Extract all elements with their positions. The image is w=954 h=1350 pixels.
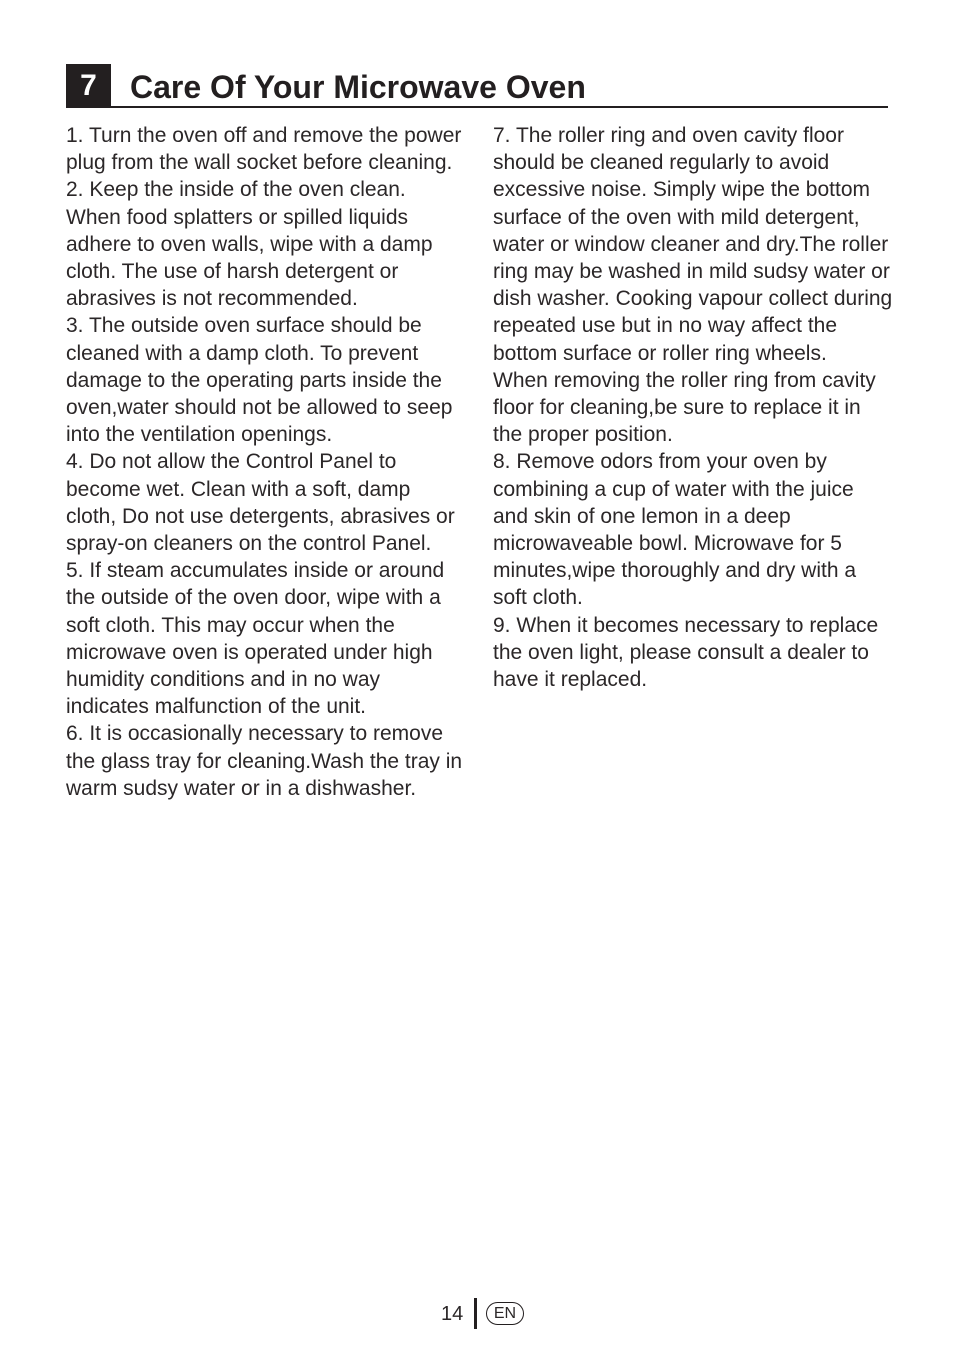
instruction-paragraph: 1. Turn the oven off and remove the power plug from the wall socket before cleaning. <box>66 124 462 175</box>
page-number: 14 <box>441 1303 464 1325</box>
instruction-paragraph: 6. It is occasionally necessary to remove the glass tray for cleaning.Wash the tray in warm sudsy water or in a dishwasher. <box>66 722 463 800</box>
section-number-badge: 7 <box>66 64 111 106</box>
language-badge: EN <box>486 1302 524 1325</box>
instruction-paragraph: 5. If steam accumulates inside or around the outside of the oven door, wipe with a soft cloth. This may occur when the microwave oven is operated under high humidity conditions and in no way indicates malfunction of the unit. <box>66 559 445 719</box>
instruction-paragraph: 3. The outside oven surface should be cleaned with a damp cloth. To prevent damage to the operating parts inside the oven,water should not be allowed to seep into the ventilation openings. <box>66 314 453 447</box>
instruction-paragraph: 7. The roller ring and oven cavity floor should be cleaned regularly to avoid excessive noise. Simply wipe the bottom surface of the oven with mild detergent, water or window cleaner and dry.The roller ring may be washed in mild sudsy water or dish washer. Cooking vapour collect during repeated use but in no way affect the bottom surface or roller ring wheels. <box>493 124 893 365</box>
instruction-paragraph: 9. When it becomes necessary to replace the oven light, please consult a dealer to have it replaced. <box>493 613 879 692</box>
left-column <box>66 122 466 802</box>
section-header <box>66 64 888 108</box>
instruction-paragraph: 8. Remove odors from your oven by combining a cup of water with the juice and skin of one lemon in a deep microwaveable bowl. Microwave for 5 minutes,wipe thoroughly and dry with a soft cloth. <box>493 450 857 610</box>
footer-divider <box>474 1298 477 1329</box>
page-footer <box>0 1298 954 1330</box>
page-title: Care Of Your Microwave Oven <box>130 69 586 105</box>
instruction-paragraph: When removing the roller ring from cavity floor for cleaning,be sure to replace it in the proper position. <box>493 368 876 447</box>
instruction-paragraph: 4. Do not allow the Control Panel to become wet. Clean with a soft, damp cloth, Do not use detergents, abrasives or spray-on cleaners on the control Panel. <box>66 450 455 556</box>
instruction-paragraph: 2. Keep the inside of the oven clean. When food splatters or spilled liquids adhere to oven walls, wipe with a damp cloth. The use of harsh detergent or abrasives is not recommended. <box>66 178 433 311</box>
right-column <box>493 122 893 693</box>
